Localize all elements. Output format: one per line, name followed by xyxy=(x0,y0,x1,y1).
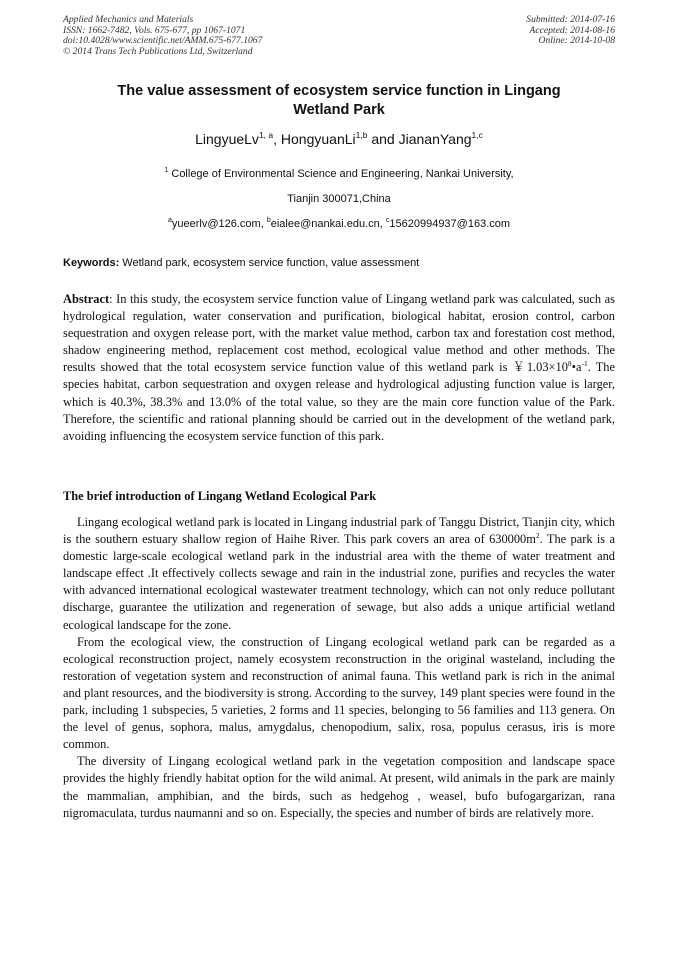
title-line-2: Wetland Park xyxy=(293,102,385,118)
journal-info xyxy=(63,15,262,57)
submitted-date: Submitted: 2014-07-16 xyxy=(526,14,615,25)
section-body xyxy=(63,514,615,822)
affiliation-line-1: College of Environmental Science and Engineering, Nankai University, xyxy=(168,168,514,180)
email-address[interactable]: eialee@nankai.edu.cn xyxy=(270,218,380,230)
email-list xyxy=(63,217,615,231)
p1-text-before: Lingang ecological wetland park is located in Lingang industrial park of Tanggu District, Tianjin city, which is the southern estuary shallow region of Haihe River. This park covers an area of 630000m xyxy=(63,515,615,547)
author-name: JiananYang xyxy=(398,131,472,147)
online-date: Online: 2014-10-08 xyxy=(538,35,615,46)
author-sup: 1,b xyxy=(355,130,368,140)
email-sep: , xyxy=(260,218,267,230)
email-sep: , xyxy=(379,218,386,230)
paper-title xyxy=(63,82,615,120)
keywords xyxy=(63,256,615,270)
abstract-unit-exponent: -1 xyxy=(581,359,588,369)
author-name: LingyueLv xyxy=(195,131,259,147)
title-line-1: The value assessment of ecosystem service function in Lingang xyxy=(117,83,561,99)
author-sup: 1,c xyxy=(471,130,483,140)
abstract-text-before: : In this study, the ecosystem service function value of Lingang wetland park was calculated, such as hydrological regulation, water conservation and purification, biological habitat, erosion control, carbon sequestration and oxygen release port, with the market value method, carbon tax and forestation cost method, shadow engineering method, replacement cost method, ecological value method and other methods. The results showed that the total ecosystem service function value of this wetland park is ￥1.03×10 xyxy=(63,292,615,375)
abstract-paragraph xyxy=(63,291,615,445)
email-address[interactable]: 15620994937@163.com xyxy=(389,218,511,230)
accepted-date: Accepted: 2014-08-16 xyxy=(529,24,615,36)
doi-line: doi:10.4028/www.scientific.net/AMM.675-677.1067 xyxy=(63,35,263,46)
section-paragraph-1 xyxy=(63,514,615,634)
author-sep: and xyxy=(367,131,399,147)
author-list xyxy=(63,129,615,149)
email-sup: c xyxy=(385,217,390,224)
email-sup: a xyxy=(167,217,172,224)
section-paragraph-2: From the ecological view, the construction of Lingang ecological wetland park can be regarded as a ecological reconstruction project, namely ecosystem reconstruction in the original wasteland, including the restoration of vegetation system and reconstruction of animal fauna. This wetland park is rich in the animal and plant resources, and the biodiversity is strong. According to the survey, 149 plant species were found in the park, including 1 subspecies, 5 varieties, 2 forms and 11 species, belonging to 56 families and 113 genera. On the level of genus, sophora, malus, amygdalus, chenopodium, salix, rosa, populus cerasus, iris is more common. xyxy=(63,634,615,752)
author-sep: , xyxy=(273,131,281,147)
keywords-label: Keywords: xyxy=(63,257,120,269)
abstract-unit: •a xyxy=(571,360,582,375)
p1-text-after: . The park is a domestic large-scale ecological wetland park in the industrial area with the theme of water treatment and landscape effect .It effectively collects sewage and rain in the industrial zone, purifies and recycles the water with advanced international ecological wastewater treatment technology, which can not only reduce pollutant discharge, guarantee the utilization and regeneration of sewage, but also adds a unique artificial wetland ecological landscape for the zone. xyxy=(63,532,615,632)
affiliation-line-2: Tianjin 300071,China xyxy=(287,193,391,205)
journal-name: Applied Mechanics and Materials xyxy=(63,14,194,25)
abstract-text-after: . The species habitat, carbon sequestration and oxygen release and hydrological adjusting function value is larger, which is 40.3%, 38.3% and 13.0% of the total value, so they are the main core function value of the Park. Therefore, the scientific and rational planning should be carried out in the development of the wetland park, avoiding influencing the ecosystem service function of this park. xyxy=(63,360,615,443)
affiliation-city xyxy=(63,192,615,206)
abstract xyxy=(63,291,615,445)
issn-line: ISSN: 1662-7482, Vols. 675-677, pp 1067-1071 xyxy=(63,24,246,36)
author-name: HongyuanLi xyxy=(280,131,356,147)
p1-area-exponent: 2 xyxy=(535,531,540,541)
abstract-label: Abstract xyxy=(63,292,110,306)
abstract-exponent: 8 xyxy=(567,359,572,369)
affiliation xyxy=(63,167,615,181)
email-address[interactable]: yueerlv@126.com xyxy=(171,218,261,230)
author-sup: 1, a xyxy=(258,130,274,140)
keywords-text: Wetland park, ecosystem service function, value assessment xyxy=(119,257,420,269)
section-paragraph-3: The diversity of Lingang ecological wetland park in the vegetation composition and landscape space provides the highly friendly habitat option for the wild animal. At present, wild animals in the park are mainly the mammalian, amphibian, and the birds, such as hedgehog , weasel, bufo bufogargarizan, rana nigromaculata, turdus naumanni and so on. Especially, the species and number of birds are relatively more. xyxy=(63,754,615,820)
dates-info xyxy=(526,15,615,47)
section-heading: The brief introduction of Lingang Wetland Ecological Park xyxy=(63,489,377,503)
affiliation-sup: 1 xyxy=(164,167,169,174)
email-sup: b xyxy=(266,217,271,224)
copyright-line: © 2014 Trans Tech Publications Ltd, Switzerland xyxy=(63,45,253,57)
